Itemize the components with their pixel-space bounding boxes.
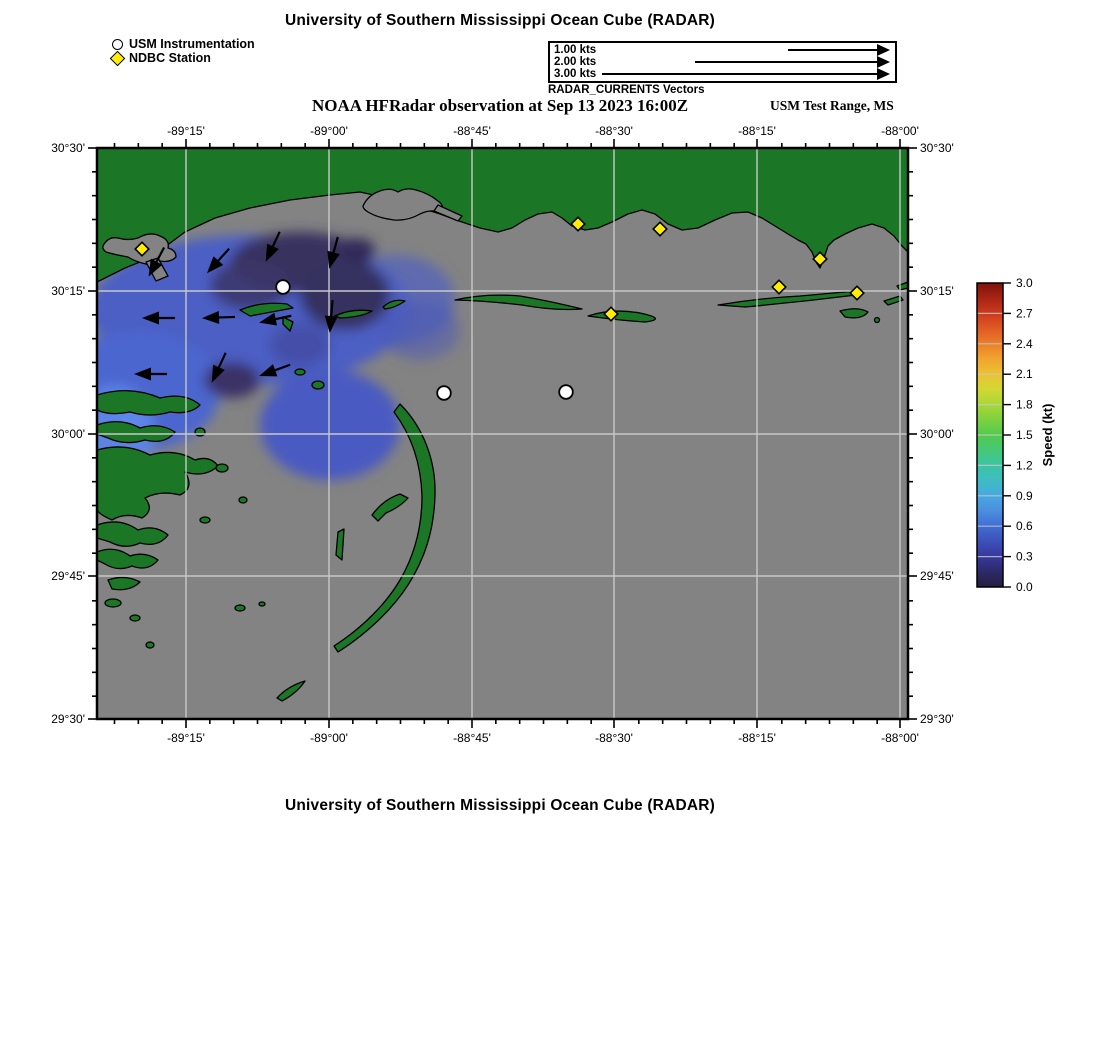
y-axis-label: 30°30' xyxy=(51,141,85,155)
x-axis-label: -88°15' xyxy=(738,731,776,745)
y-axis-label: 29°45' xyxy=(920,569,954,583)
x-axis-label: -88°00' xyxy=(881,124,919,138)
y-axis-label: 30°15' xyxy=(920,284,954,298)
islet xyxy=(875,318,880,323)
vector-scale-label: 3.00 kts xyxy=(554,68,597,80)
x-axis-label: -89°00' xyxy=(310,731,348,745)
speed-blob-dark xyxy=(339,238,375,262)
x-axis-label: -88°30' xyxy=(595,124,633,138)
colorbar-tick-label: 0.6 xyxy=(1016,519,1033,534)
footer-title: University of Southern Mississippi Ocean Cube (RADAR) xyxy=(284,797,716,814)
colorbar-tick-label: 2.7 xyxy=(1016,306,1033,321)
colorbar-tick-label: 0.0 xyxy=(1016,580,1033,594)
x-axis-label: -89°15' xyxy=(167,124,205,138)
colorbar-tick-label: 2.1 xyxy=(1016,367,1033,382)
legend-label-ndbc: NDBC Station xyxy=(129,51,211,65)
islet xyxy=(312,381,324,389)
colorbar-tick-label: 2.4 xyxy=(1016,336,1033,351)
colorbar-tick-label: 0.3 xyxy=(1016,549,1033,564)
colorbar-axis-label: Speed (kt) xyxy=(1040,403,1055,467)
islet xyxy=(235,605,245,611)
colorbar-tick-label: 0.9 xyxy=(1016,488,1033,503)
islet xyxy=(146,642,154,648)
x-axis-label: -88°45' xyxy=(453,731,491,745)
islet xyxy=(195,428,205,436)
usm-instrumentation-marker xyxy=(276,280,290,294)
usm-instrumentation-marker xyxy=(437,386,451,400)
usm-instrumentation-marker xyxy=(559,385,573,399)
speed-blob xyxy=(380,300,460,360)
map-area xyxy=(60,148,908,719)
colorbar-tick-label: 1.8 xyxy=(1016,397,1033,412)
x-axis-label: -88°00' xyxy=(881,731,919,745)
vector-scale-label: 1.00 kts xyxy=(554,44,597,56)
observation-subtitle: NOAA HFRadar observation at Sep 13 2023 16:00Z xyxy=(311,96,689,115)
y-axis-label: 30°30' xyxy=(920,141,954,155)
y-axis-label: 30°00' xyxy=(51,427,85,441)
x-axis-label: -88°30' xyxy=(595,731,633,745)
islet xyxy=(239,497,247,503)
legend-label-usm: USM Instrumentation xyxy=(129,37,255,51)
y-axis-label: 29°30' xyxy=(920,712,954,726)
x-axis-label: -89°15' xyxy=(167,731,205,745)
colorbar-tick-label: 1.2 xyxy=(1016,458,1033,473)
y-axis-label: 30°15' xyxy=(51,284,85,298)
x-axis-label: -88°45' xyxy=(453,124,491,138)
islet xyxy=(216,464,228,472)
speed-blob xyxy=(270,323,330,367)
colorbar-tick-label: 1.5 xyxy=(1016,428,1033,442)
speed-blob xyxy=(260,370,400,480)
vector-scale-label: 2.00 kts xyxy=(554,56,597,68)
x-axis-label: -88°15' xyxy=(738,124,776,138)
islet xyxy=(295,369,305,375)
page-title: University of Southern Mississippi Ocean Cube (RADAR) xyxy=(284,12,716,29)
islet xyxy=(105,599,121,607)
vector-scale-caption: RADAR_CURRENTS Vectors xyxy=(548,84,705,96)
islet xyxy=(130,615,140,621)
speed-blob-dark xyxy=(300,260,390,330)
colorbar xyxy=(977,276,1033,594)
colorbar-tick-label: 3.0 xyxy=(1016,276,1033,290)
y-axis-label: 29°30' xyxy=(51,712,85,726)
islet xyxy=(259,602,265,606)
islet xyxy=(200,517,210,523)
x-axis-label: -89°00' xyxy=(310,124,348,138)
y-axis-label: 30°00' xyxy=(920,427,954,441)
region-label: USM Test Range, MS xyxy=(770,98,894,113)
y-axis-label: 29°45' xyxy=(51,569,85,583)
